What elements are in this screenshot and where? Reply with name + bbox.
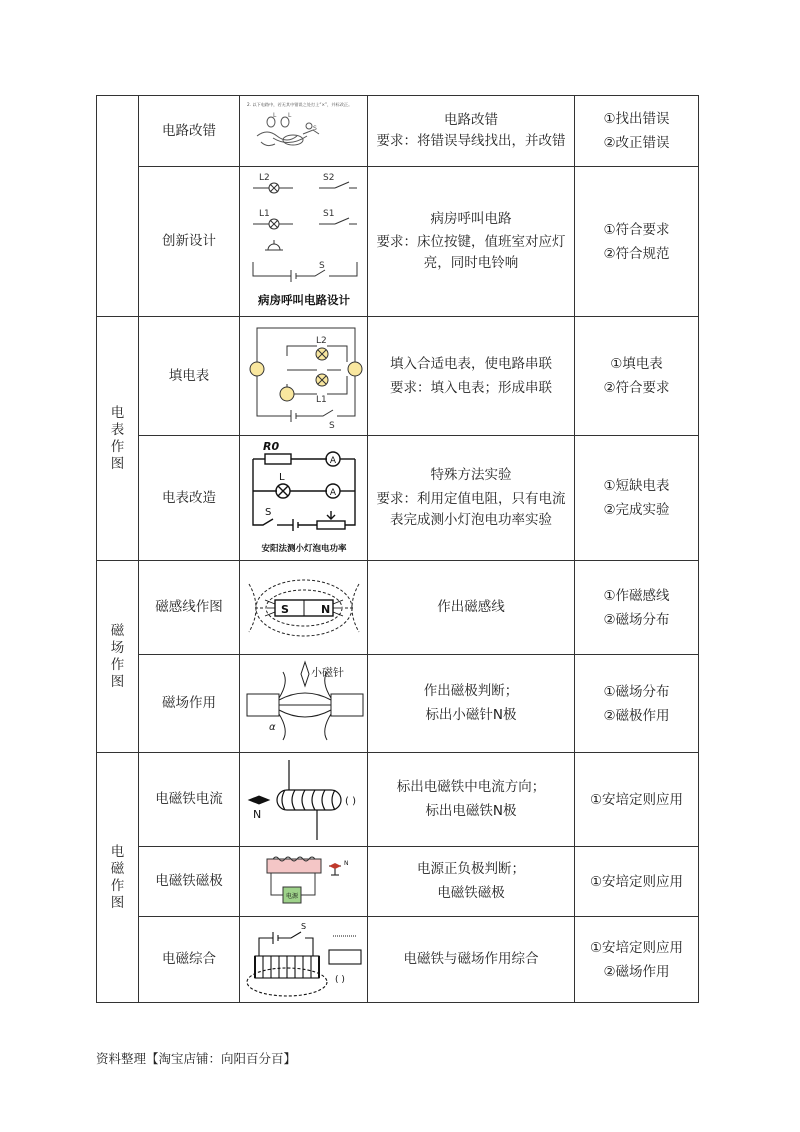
topic-cell: 电表改造 [139, 436, 240, 561]
switch-label: S [264, 507, 271, 518]
description-cell [368, 96, 575, 167]
table-row [97, 436, 699, 561]
north-pole-label: N [320, 602, 330, 616]
table-row [97, 655, 699, 753]
goal-item: ②符合规范 [603, 245, 670, 262]
category-cell [97, 753, 139, 1003]
description-title: 填入合适电表，使电路串联 [390, 355, 552, 372]
south-pole-label: S [280, 602, 289, 616]
compass-needle [249, 796, 269, 804]
description-title: 标出电磁铁中电流方向； [396, 779, 546, 795]
goal-cell [575, 317, 699, 436]
table-row [97, 167, 699, 317]
goal-item: ②改正错误 [603, 135, 670, 151]
description-cell [368, 655, 575, 753]
answer-blank: ( ) [344, 795, 356, 807]
north-label: N [343, 859, 348, 867]
power-label: 电源 [285, 892, 298, 900]
category-cell [97, 317, 139, 561]
electromagnet-combined-figure [243, 920, 365, 1000]
goal-cell [575, 917, 699, 1003]
goal-item: ②磁极作用 [603, 707, 670, 724]
table-row [97, 317, 699, 436]
svg-text:S: S [312, 125, 317, 132]
topic-cell: 电路改错 [139, 96, 240, 167]
figure-question-text: 2. 以下电路中，若无其中错误之处打上“×”，并标改正。 [246, 102, 352, 107]
topic-cell: 磁场作用 [139, 655, 240, 753]
switch-s-label: S [318, 260, 325, 271]
topic-cell: 磁感线作图 [139, 561, 240, 655]
compass-needle [301, 662, 309, 686]
category-cell-empty [97, 96, 139, 317]
goal-item: ①作磁感线 [603, 587, 670, 604]
lamp-l1-label: L1 [315, 395, 327, 405]
goal-cell [575, 847, 699, 917]
description-requirement: 要求：将错误导线找出，并改错 [376, 133, 566, 149]
alpha-label: α [268, 721, 276, 733]
category-cell [97, 561, 139, 753]
goal-item: ②磁场分布 [603, 611, 670, 628]
goal-cell [575, 655, 699, 753]
goal-item: ②磁场作用 [603, 963, 670, 980]
topic-cell: 电磁铁磁极 [139, 847, 240, 917]
description-title: 作出磁极判断； [423, 683, 519, 699]
circuit-correction-figure [243, 98, 365, 164]
resistor-r0-label: R0 [262, 440, 279, 453]
figure-cell [240, 917, 368, 1003]
figure-cell [240, 317, 368, 436]
table-row [97, 96, 699, 167]
goal-cell [575, 96, 699, 167]
goal-item: ①填电表 [610, 356, 663, 372]
switch-s2-label: S2 [322, 172, 334, 183]
goal-item: ①短缺电表 [603, 478, 670, 494]
switch-label: S [300, 921, 306, 931]
lamp-label: L [278, 472, 285, 483]
description-cell [368, 847, 575, 917]
meter-modification-figure [243, 439, 365, 557]
goal-cell [575, 167, 699, 317]
goal-item: ①找出错误 [603, 111, 670, 127]
figure-caption: 安阳法测小灯泡电功率 [260, 544, 347, 554]
figure-cell [240, 753, 368, 847]
goal-cell [575, 561, 699, 655]
goal-item: ①安培定则应用 [589, 791, 684, 808]
ammeter-a2-label: A [329, 488, 336, 498]
figure-cell [240, 167, 368, 317]
figure-cell [240, 436, 368, 561]
figure-caption: 病房呼叫电路设计 [257, 292, 350, 307]
switch-s1-label: S1 [322, 208, 334, 219]
footer-note: 资料整理【淘宝店铺：向阳百分百】 [96, 1051, 297, 1066]
description-requirement: 要求：利用定值电阻，只有电流表完成测小灯泡电功率实验 [376, 491, 566, 528]
figure-cell [240, 655, 368, 753]
content-table [96, 95, 699, 1003]
category-label: 电磁作图 [110, 843, 125, 911]
goal-item: ②符合要求 [603, 380, 670, 396]
goal-item: ①磁场分布 [603, 683, 670, 700]
description-cell [368, 917, 575, 1003]
switch-label: S [328, 421, 335, 431]
table-row [97, 561, 699, 655]
goal-item: ①安培定则应用 [589, 939, 684, 956]
ammeter-a1-label: A [329, 456, 336, 466]
compass-needle [329, 863, 341, 869]
description-requirement: 标出电磁铁N极 [425, 803, 517, 819]
category-label: 磁场作图 [110, 622, 125, 690]
topic-cell: 电磁铁电流 [139, 753, 240, 847]
goal-cell [575, 753, 699, 847]
north-label: N [252, 807, 261, 821]
description-title: 电路改错 [444, 112, 498, 128]
description-title: 作出磁感线 [437, 599, 505, 615]
fill-meter-circuit-figure [243, 320, 365, 432]
goal-cell [575, 436, 699, 561]
needle-label: 小磁针 [310, 665, 344, 679]
table-row [97, 917, 699, 1003]
electromagnet-pole-figure [243, 849, 365, 915]
description-title: 电磁铁与磁场作用综合 [403, 951, 539, 967]
topic-cell: 填电表 [139, 317, 240, 436]
svg-text:L: L [287, 112, 291, 119]
description-requirement: 要求：床位按键，值班室对应灯亮，同时电铃响 [376, 234, 566, 271]
lamp-l2-label: L2 [258, 172, 270, 183]
lamp-l2-label: L2 [315, 336, 327, 346]
topic-cell: 创新设计 [139, 167, 240, 317]
table-row [97, 753, 699, 847]
figure-cell [240, 561, 368, 655]
description-cell [368, 561, 575, 655]
electromagnet-current-figure [243, 756, 365, 844]
category-label: 电表作图 [110, 404, 125, 472]
description-cell [368, 753, 575, 847]
goal-item: ①符合要求 [603, 221, 670, 238]
table-row [97, 847, 699, 917]
description-cell [368, 167, 575, 317]
figure-cell [240, 96, 368, 167]
description-title: 特殊方法实验 [430, 467, 512, 483]
figure-cell [240, 847, 368, 917]
description-title: 病房呼叫电路 [430, 211, 512, 227]
answer-blank: ( ) [334, 974, 345, 985]
goal-item: ②完成实验 [603, 502, 670, 518]
magnetic-needle-figure [243, 658, 365, 750]
topic-cell: 电磁综合 [139, 917, 240, 1003]
description-cell [368, 436, 575, 561]
description-requirement: 电磁铁磁极 [437, 885, 505, 901]
svg-text:L: L [272, 112, 276, 119]
description-requirement: 要求：填入电表；形成串联 [390, 379, 552, 396]
bar-magnet-field-figure [243, 564, 365, 652]
description-cell [368, 317, 575, 436]
goal-item: ①安培定则应用 [589, 873, 684, 890]
description-title: 电源正负极判断； [417, 861, 525, 877]
ward-call-circuit-figure [243, 170, 365, 314]
description-requirement: 标出小磁针N极 [425, 707, 517, 723]
lamp-l1-label: L1 [258, 208, 270, 219]
